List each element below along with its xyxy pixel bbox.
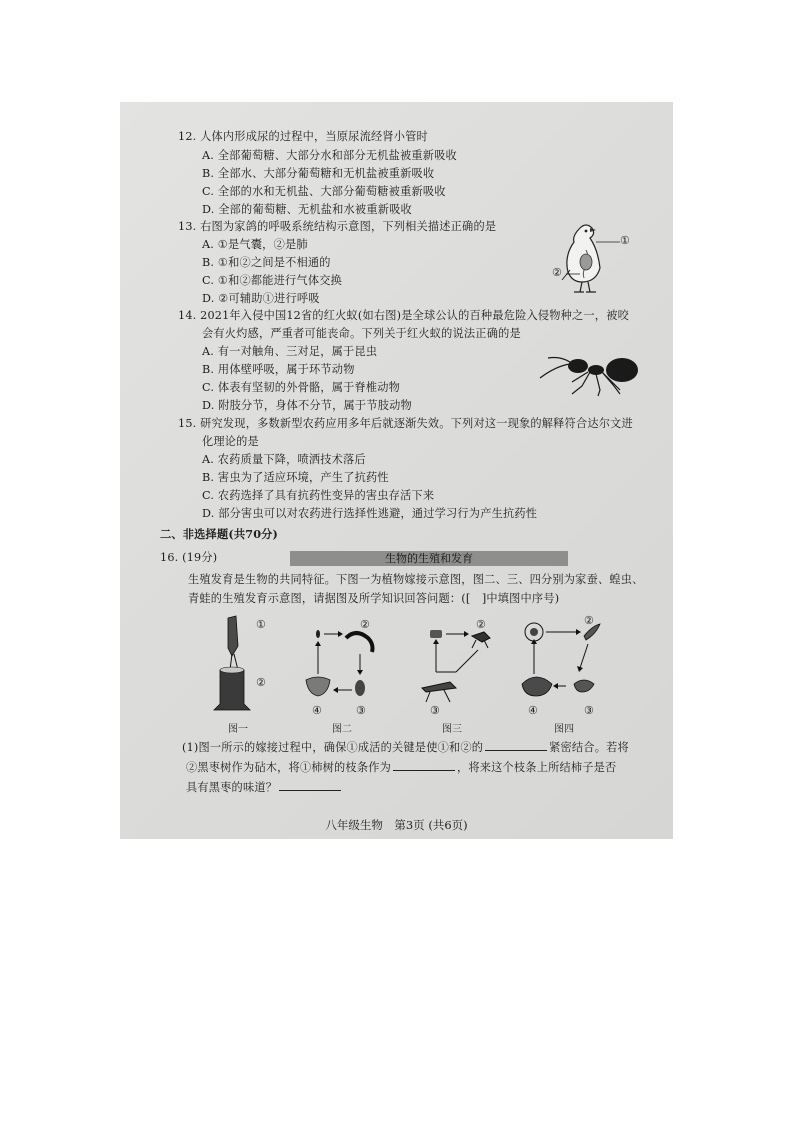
fig4-label-2: ②	[584, 614, 594, 627]
q14-stem-line1: 14. 2021年入侵中国12省的红火蚁(如右图)是全球公认的百种最危险入侵物种之一，被咬	[178, 309, 629, 322]
locust-cycle-icon	[416, 614, 506, 714]
q14-stem-line2: 会有火灼感，严重者可能丧命。下列关于红火蚁的说法正确的是	[202, 327, 521, 340]
figure-1-grafting	[208, 614, 278, 718]
q13-option-c: C. ①和②都能进行气体交换	[202, 274, 342, 287]
answer-blank-3[interactable]	[279, 780, 341, 791]
frog-cycle-icon	[518, 614, 618, 714]
fig2-label-4: ④	[312, 704, 322, 717]
q12-stem: 12. 人体内形成尿的过程中，当原尿流经肾小管时	[178, 130, 428, 143]
figure-4-caption: 图四	[554, 724, 574, 735]
figure-1-caption: 图一	[228, 724, 248, 735]
q16-sub1-line1	[182, 740, 629, 755]
fig4-label-4: ④	[528, 704, 538, 717]
fig2-label-3: ③	[356, 704, 366, 717]
q13-option-a: A. ①是气囊，②是肺	[202, 238, 308, 251]
q13-option-d: D. ②可辅助①进行呼吸	[202, 292, 320, 305]
q14-option-c: C. 体表有坚韧的外骨骼，属于脊椎动物	[202, 381, 401, 394]
q16-sub1-text-c: ②黑枣树作为砧木，将①柿树的枝条作为	[186, 761, 391, 774]
pigeon-icon	[552, 220, 642, 298]
answer-blank-2[interactable]	[393, 760, 455, 771]
q12-option-d: D. 全部的葡萄糖、无机盐和水被重新吸收	[202, 203, 412, 216]
q16-intro-line1: 生殖发育是生物的共同特征。下图一为植物嫁接示意图，图二、三、四分别为家蚕、蝗虫、	[188, 573, 644, 586]
q15-option-a: A. 农药质量下降，喷洒技术落后	[202, 453, 366, 466]
q16-intro-line2: 青蛙的生殖发育示意图，请据图及所学知识回答问题：([ ]中填图中序号)	[188, 592, 560, 605]
q14-option-d: D. 附肢分节，身体不分节，属于节肢动物	[202, 399, 412, 412]
q15-stem-line1: 15. 研究发现，多数新型农药应用多年后就逐渐失效。下列对这一现象的解释符合达尔文进	[178, 417, 633, 430]
fig4-label-3: ③	[584, 704, 594, 717]
fig1-label-2: ②	[256, 676, 266, 689]
ant-icon	[538, 348, 644, 398]
exam-page-photo	[120, 102, 673, 839]
q16-sub1-text-a: (1)图一所示的嫁接过程中，确保①成活的关键是使①和②的	[182, 741, 484, 754]
q16-topic-banner: 生物的生殖和发育	[290, 551, 568, 566]
page-footer: 八年级生物 第3页 (共6页)	[325, 818, 468, 832]
q13-stem: 13. 右图为家鸽的呼吸系统结构示意图，下列相关描述正确的是	[178, 220, 497, 233]
q15-option-d: D. 部分害虫可以对农药进行选择性逃避，通过学习行为产生抗药性	[202, 507, 538, 520]
q15-option-c: C. 农药选择了具有抗药性变异的害虫存活下来	[202, 489, 435, 502]
q16-sub1-line2	[186, 760, 616, 775]
fig1-label-1: ①	[256, 618, 266, 631]
figure-3-caption: 图三	[442, 724, 462, 735]
answer-blank-1[interactable]	[485, 740, 547, 751]
q16-sub1-text-e: 具有黑枣的味道？	[186, 781, 278, 794]
fig2-label-2: ②	[360, 618, 370, 631]
q15-stem-line2: 化理论的是	[202, 435, 259, 448]
silkworm-cycle-icon	[298, 614, 388, 714]
q12-option-b: B. 全部水、大部分葡萄糖和无机盐被重新吸收	[202, 167, 435, 180]
q16-sub1-text-d: ，将来这个枝条上所结柿子是否	[456, 761, 617, 774]
q12-option-c: C. 全部的水和无机盐、大部分葡萄糖被重新吸收	[202, 185, 446, 198]
figure-4-frog-cycle	[518, 614, 618, 718]
q14-option-b: B. 用体壁呼吸，属于环节动物	[202, 363, 355, 376]
q16-sub1-text-b: 紧密结合。若将	[549, 741, 629, 754]
fig3-label-2: ②	[476, 618, 486, 631]
figure-3-locust-cycle	[416, 614, 506, 718]
q12-option-a: A. 全部葡萄糖、大部分水和部分无机盐被重新吸收	[202, 149, 457, 162]
q14-option-a: A. 有一对触角、三对足，属于昆虫	[202, 345, 378, 358]
pigeon-label-2: ②	[552, 266, 562, 279]
q16-sub1-line3	[186, 780, 343, 795]
pigeon-respiratory-figure	[552, 220, 642, 298]
q13-option-b: B. ①和②之间是不相通的	[202, 256, 331, 269]
figure-2-caption: 图二	[332, 724, 352, 735]
q16-number: 16. (19分)	[160, 551, 218, 564]
section-2-heading: 二、非选择题(共70分)	[160, 527, 279, 541]
fig3-label-3: ③	[430, 704, 440, 717]
pigeon-label-1: ①	[620, 234, 630, 247]
figure-2-silkworm-cycle	[298, 614, 388, 718]
q15-option-b: B. 害虫为了适应环境，产生了抗药性	[202, 471, 389, 484]
fire-ant-figure	[538, 348, 644, 398]
